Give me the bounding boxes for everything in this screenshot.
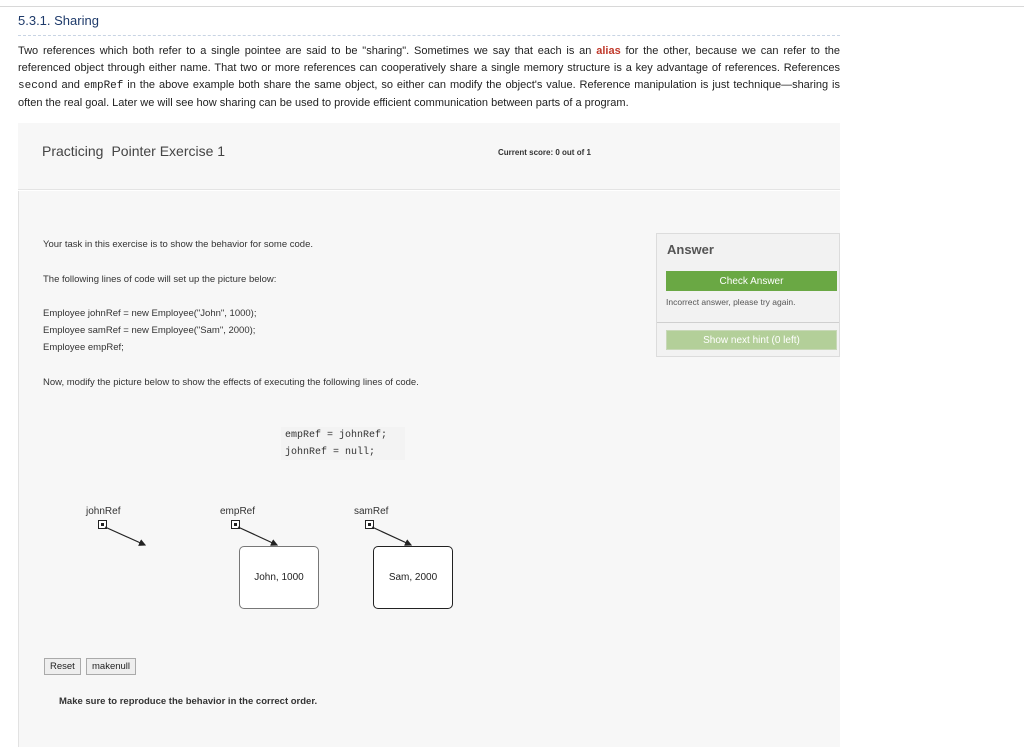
modify-text: Now, modify the picture below to show the effects of executing the following lines of code.: [43, 377, 419, 388]
answer-feedback: Incorrect answer, please try again.: [666, 297, 796, 307]
check-answer-button[interactable]: Check Answer: [666, 271, 837, 291]
pointer-box-empref[interactable]: [231, 520, 240, 529]
section-title: 5.3.1. Sharing: [18, 13, 840, 36]
top-rule: [0, 6, 1024, 7]
code-empref: empRef: [83, 80, 124, 92]
pointer-box-johnref[interactable]: [98, 520, 107, 529]
arrow-samref: [372, 527, 411, 545]
object-box-john[interactable]: John, 1000: [239, 546, 319, 609]
makenull-button[interactable]: makenull: [86, 658, 136, 675]
exercise-title: Practicing Pointer Exercise 1: [42, 143, 226, 159]
arrow-empref: [238, 527, 277, 545]
alias-term: alias: [596, 45, 621, 57]
setup-code-line: Employee samRef = new Employee("Sam", 2000);: [43, 325, 256, 336]
intro-paragraph: Two references which both refer to a single pointee are said to be "sharing". Sometimes we say that each is an alias for the other, because we can refer to the referenced object through either name. That two or more references can cooperatively share a single memory structure is a key advantage of references. References second and empRef in the above example both share the same object, so either can modify the object's value. Reference manipulation is just technique—sharing is often the real goal. Later we will see how sharing can be used to provide efficient communication between parts of a program.: [18, 45, 841, 109]
order-note: Make sure to reproduce the behavior in the correct order.: [59, 696, 318, 707]
task-text: Your task in this exercise is to show the behavior for some code.: [43, 239, 314, 250]
setup-code-line: Employee johnRef = new Employee("John", 1000);: [43, 308, 257, 319]
code-second: second: [18, 80, 58, 92]
object-box-sam[interactable]: Sam, 2000: [373, 546, 453, 609]
setup-text: The following lines of code will set up the picture below:: [43, 274, 277, 285]
var-label-empref: empRef: [220, 506, 256, 517]
answer-title: Answer: [667, 242, 714, 257]
exec-code-line: johnRef = null;: [285, 447, 376, 458]
exec-code-box: [281, 427, 405, 460]
answer-divider: [657, 322, 839, 323]
setup-code-line: Employee empRef;: [43, 342, 124, 353]
pointer-box-samref[interactable]: [365, 520, 374, 529]
exec-code-line: empRef = johnRef;: [285, 430, 388, 441]
current-score: Current score: 0 out of 1: [498, 148, 591, 157]
show-hint-button[interactable]: Show next hint (0 left): [666, 330, 837, 350]
arrow-johnref: [105, 527, 145, 545]
var-label-johnref: johnRef: [86, 506, 121, 517]
exercise-header: [18, 123, 840, 190]
reset-button[interactable]: Reset: [44, 658, 81, 675]
var-label-samref: samRef: [354, 506, 389, 517]
answer-panel: [656, 233, 840, 357]
